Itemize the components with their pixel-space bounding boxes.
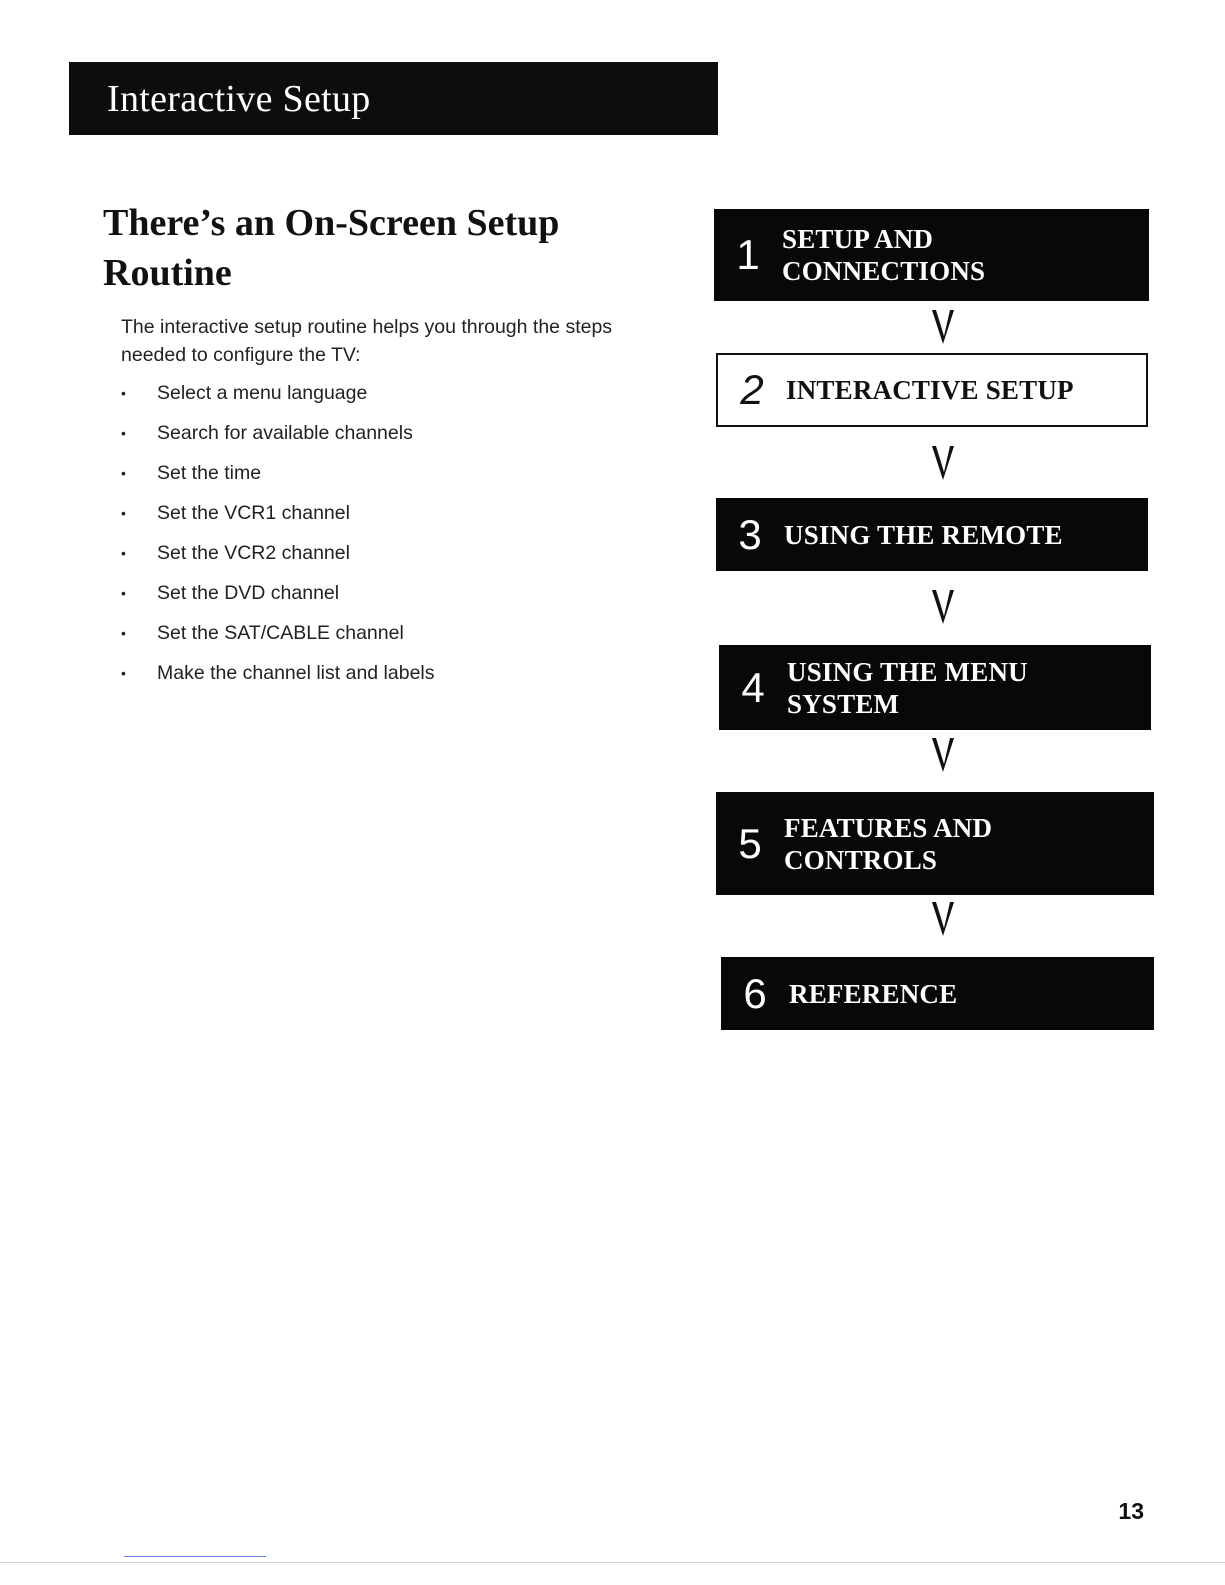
list-item: • Make the channel list and labels	[121, 658, 641, 698]
step-box-interactive-setup	[716, 353, 1148, 427]
down-arrow-icon	[930, 736, 956, 774]
step-box-using-remote	[716, 498, 1148, 571]
step-label: SETUP AND CONNECTIONS	[782, 224, 986, 286]
step-box-reference	[721, 957, 1154, 1030]
step-number: 2	[740, 366, 764, 413]
setup-task-list	[121, 378, 641, 698]
down-arrow-icon	[930, 308, 956, 346]
footer-link-underline	[124, 1556, 266, 1557]
step-box-features-controls	[716, 792, 1154, 895]
step-number: 1	[736, 231, 760, 278]
page-number: 13	[1118, 1498, 1144, 1524]
step-label: USING THE MENU SYSTEM	[787, 656, 1028, 719]
list-item: • Set the SAT/CABLE channel	[121, 618, 641, 658]
chapter-header	[69, 62, 718, 135]
list-item: • Select a menu language	[121, 378, 641, 418]
step-label: FEATURES AND CONTROLS	[784, 812, 993, 875]
footer-rule	[0, 1562, 1225, 1563]
step-box-using-menu-system	[719, 645, 1151, 730]
step-label: REFERENCE	[789, 978, 958, 1009]
list-item: • Set the time	[121, 458, 641, 498]
chapter-title: Interactive Setup	[107, 77, 371, 120]
down-arrow-icon	[930, 900, 956, 938]
list-item: • Set the VCR2 channel	[121, 538, 641, 578]
down-arrow-icon	[930, 588, 956, 626]
step-number: 6	[743, 969, 767, 1017]
down-arrow-icon	[930, 444, 956, 482]
step-number: 4	[741, 663, 765, 711]
step-number: 3	[738, 510, 762, 558]
intro-paragraph: The interactive setup routine helps you through the steps needed to configure the TV:	[121, 316, 613, 366]
step-label: INTERACTIVE SETUP	[786, 375, 1074, 405]
step-box-setup-connections	[714, 209, 1149, 301]
step-label: USING THE REMOTE	[784, 519, 1063, 550]
list-item: • Search for available channels	[121, 418, 641, 458]
list-item: • Set the DVD channel	[121, 578, 641, 618]
page-title: There’s an On-Screen Setup Routine	[103, 202, 560, 294]
step-number: 5	[738, 819, 762, 867]
list-item: • Set the VCR1 channel	[121, 498, 641, 538]
